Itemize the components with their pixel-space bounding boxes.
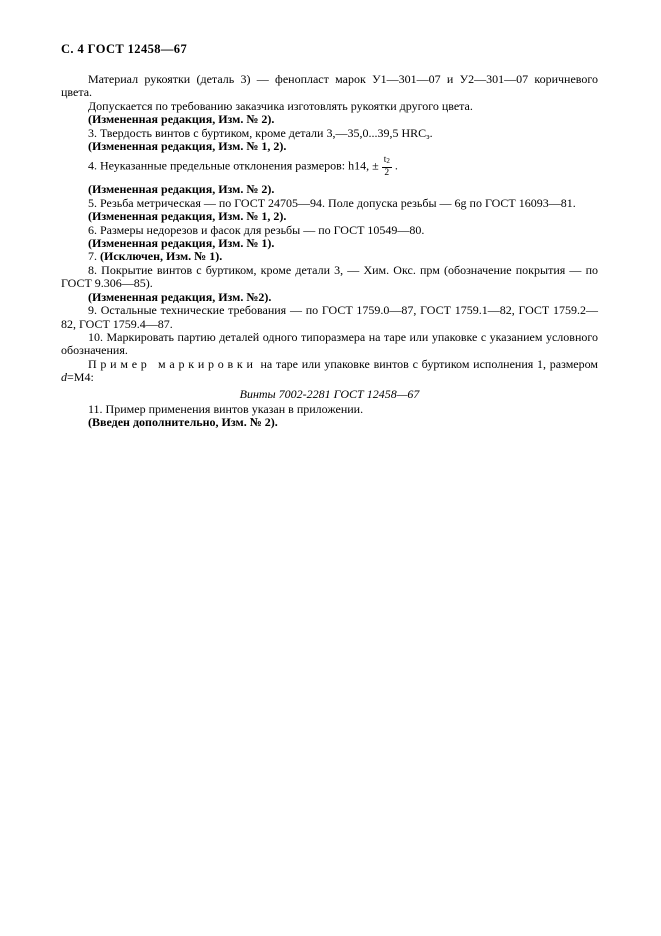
para-other-color: Допускается по требованию заказчика изготовлять рукоятки другого цвета.: [88, 98, 473, 113]
fraction-t2-over-2: [382, 156, 392, 178]
item-8-coating: 8. Покрытие винтов с буртиком, кроме детали 3, — Хим. Окс. прм (обозначение покрытия — по ГОСТ 9.306—85).: [61, 262, 598, 291]
item-3-tail: .: [429, 125, 433, 140]
item-5-thread: 5. Резьба метрическая — по ГОСТ 24705—94. Поле допуска резьбы — 6g по ГОСТ 16093—81.: [88, 195, 576, 210]
revision-note-2: (Измененная редакция, Изм. № 1, 2).: [88, 139, 287, 154]
hardness-scale-subscript: э: [426, 131, 430, 141]
screw-designation: Винты 7002-2281 ГОСТ 12458—67: [239, 386, 420, 401]
fraction-numerator-subscript: 2: [386, 157, 390, 166]
revision-note-3: (Измененная редакция, Изм. № 2).: [88, 182, 275, 197]
item-4-tolerances: [61, 156, 598, 178]
revision-note-7: (Введен дополнительно, Изм. № 2).: [88, 415, 278, 430]
para-marking-example: [61, 356, 601, 385]
item-11-application: 11. Пример применения винтов указан в приложении.: [88, 401, 364, 416]
revision-note-6: (Измененная редакция, Изм. №2).: [88, 289, 272, 304]
item-3-hardness: [61, 127, 598, 140]
fraction-numerator-base: t: [383, 155, 387, 166]
item-9-other-requirements: 9. Остальные технические требования — по ГОСТ 1759.0—87, ГОСТ 1759.1—82, ГОСТ 1759.2—82, ГОСТ 1759.4—87.: [61, 303, 598, 331]
para-handle-material: Материал рукоятки (деталь 3) — фенопласт марок У1—301—07 и У2—301—07 коричневого цвета.: [61, 72, 598, 100]
diameter-value: =М4:: [67, 370, 94, 385]
item-7-note: (Исключен, Изм. № 1).: [100, 249, 223, 264]
item-6-undercuts: 6. Размеры недорезов и фасок для резьбы — по ГОСТ 10549—80.: [88, 222, 425, 237]
item-7-number: 7.: [88, 249, 100, 264]
fraction-denominator: 2: [384, 167, 390, 178]
fraction-numerator: [382, 156, 392, 168]
item-7-excluded: [61, 250, 598, 263]
marking-example-rest: на таре или упаковке винтов с буртиком исполнения 1, размером: [252, 356, 601, 371]
revision-note-4: (Измененная редакция, Изм. № 1, 2).: [88, 209, 287, 224]
revision-note-5: (Измененная редакция, Изм. № 1).: [88, 236, 275, 251]
item-3-text: 3. Твердость винтов с буртиком, кроме детали 3,—35,0...39,5 HRC: [88, 125, 427, 140]
document-body: [61, 72, 601, 430]
diameter-variable: d: [61, 370, 67, 385]
marking-example-spaced-lead: П р и м е р м а р к и р о в к и: [88, 356, 253, 371]
page-header: С. 4 ГОСТ 12458—67: [61, 42, 188, 56]
item-4-text: 4. Неуказанные предельные отклонения размеров: h14, ±: [88, 158, 382, 173]
revision-note-1: (Измененная редакция, Изм. № 2).: [88, 112, 275, 127]
item-10-marking: 10. Маркировать партию деталей одного типоразмера на таре или упаковке с указанием условного обозначения.: [61, 329, 598, 358]
item-4-tail: .: [391, 158, 398, 173]
